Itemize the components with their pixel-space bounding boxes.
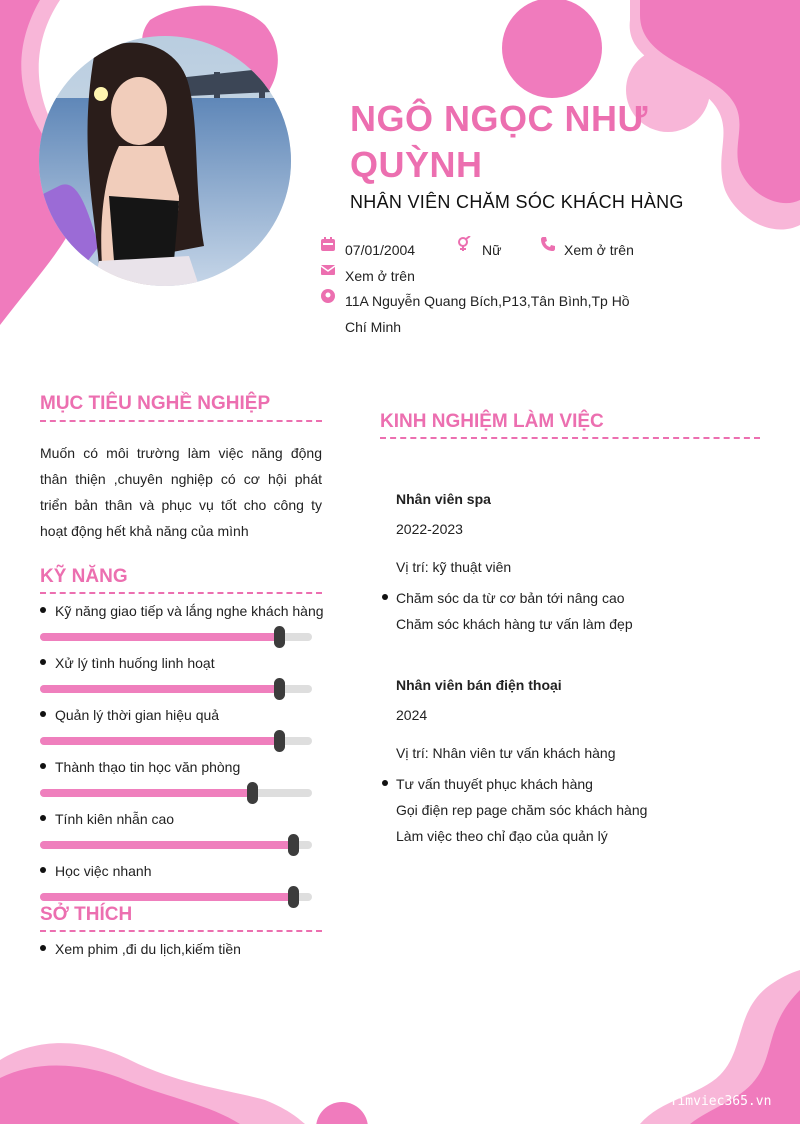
bullet — [40, 659, 46, 665]
skill-level-bar — [40, 841, 312, 849]
bullet — [40, 711, 46, 717]
job-position: Vị trí: kỹ thuật viên — [396, 559, 512, 575]
hobbies-divider — [40, 930, 322, 932]
bullet — [40, 815, 46, 821]
gender: Nữ — [482, 242, 502, 258]
skill-level-bar — [40, 893, 312, 901]
job-duty: Làm việc theo chỉ đạo của quản lý — [396, 828, 608, 844]
experience-divider — [380, 437, 760, 439]
profile-photo — [39, 36, 291, 286]
experience-heading: KINH NGHIỆM LÀM VIỆC — [380, 411, 604, 432]
watermark: © Timviec365.vn — [654, 1094, 772, 1109]
skill-level-fill — [40, 893, 293, 901]
job-title: Nhân viên bán điện thoại — [396, 677, 562, 693]
skill-level-fill — [40, 789, 252, 797]
bullet — [40, 945, 46, 951]
skill-level-handle — [247, 782, 258, 804]
phone-icon — [540, 236, 556, 252]
bullet — [382, 594, 388, 600]
birthday: 07/01/2004 — [345, 242, 416, 258]
bullet — [40, 867, 46, 873]
skill-level-handle — [274, 730, 285, 752]
skill-level-handle — [274, 678, 285, 700]
job-title: NHÂN VIÊN CHĂM SÓC KHÁCH HÀNG — [350, 192, 684, 212]
skill-level-handle — [274, 626, 285, 648]
job-position: Vị trí: Nhân viên tư vấn khách hàng — [396, 745, 616, 761]
skill-level-handle — [288, 886, 299, 908]
job-duty: Chăm sóc khách hàng tư vấn làm đẹp — [396, 616, 633, 632]
job-duty: Gọi điện rep page chăm sóc khách hàng — [396, 802, 648, 818]
calendar-icon — [320, 236, 336, 252]
hobby-item: Xem phim ,đi du lịch,kiếm tiền — [55, 941, 241, 957]
skill-level-fill — [40, 737, 279, 745]
skill-level-bar — [40, 789, 312, 797]
skills-divider — [40, 592, 322, 594]
skill-label: Thành thạo tin học văn phòng — [55, 759, 241, 775]
address: 11A Nguyễn Quang Bích,P13,Tân Bình,Tp Hồ Chí Minh — [345, 293, 630, 335]
job-title: Nhân viên spa — [396, 491, 491, 507]
hobbies-heading: SỞ THÍCH — [40, 904, 133, 925]
skill-label: Tính kiên nhẫn cao — [55, 811, 175, 827]
skill-level-fill — [40, 685, 279, 693]
objective-text: Muốn có môi trường làm việc năng động thân thiện ,chuyên nghiệp có cơ hội phát triển bản thân và phục vụ tốt cho công ty hoạt động hết khả năng của mình — [40, 445, 322, 539]
email: Xem ở trên — [345, 268, 415, 284]
skill-label: Học việc nhanh — [55, 863, 152, 879]
skill-level-handle — [288, 834, 299, 856]
envelope-icon — [320, 262, 336, 278]
skill-level-bar — [40, 633, 312, 641]
skill-level-fill — [40, 633, 279, 641]
bullet — [382, 780, 388, 786]
skill-level-bar — [40, 737, 312, 745]
skills-heading: KỸ NĂNG — [40, 566, 128, 587]
job-duty: Tư vấn thuyết phục khách hàng — [396, 776, 593, 792]
skill-label: Quản lý thời gian hiệu quả — [55, 707, 220, 723]
skill-label: Xử lý tình huống linh hoạt — [55, 655, 215, 671]
gender-icon — [456, 236, 472, 252]
candidate-name: NGÔ NGỌC NHƯ QUỲNH — [350, 98, 648, 185]
skill-level-fill — [40, 841, 293, 849]
skill-label: Kỹ năng giao tiếp và lắng nghe khách hàng — [55, 603, 324, 619]
objective-divider — [40, 420, 322, 422]
location-pin-icon — [320, 288, 336, 304]
bullet — [40, 763, 46, 769]
job-period: 2022-2023 — [396, 521, 463, 537]
job-period: 2024 — [396, 707, 428, 723]
objective-heading: MỤC TIÊU NGHỀ NGHIỆP — [40, 393, 271, 414]
bullet — [40, 607, 46, 613]
skill-level-bar — [40, 685, 312, 693]
job-duty: Chăm sóc da từ cơ bản tới nâng cao — [396, 590, 625, 606]
phone: Xem ở trên — [564, 242, 634, 258]
